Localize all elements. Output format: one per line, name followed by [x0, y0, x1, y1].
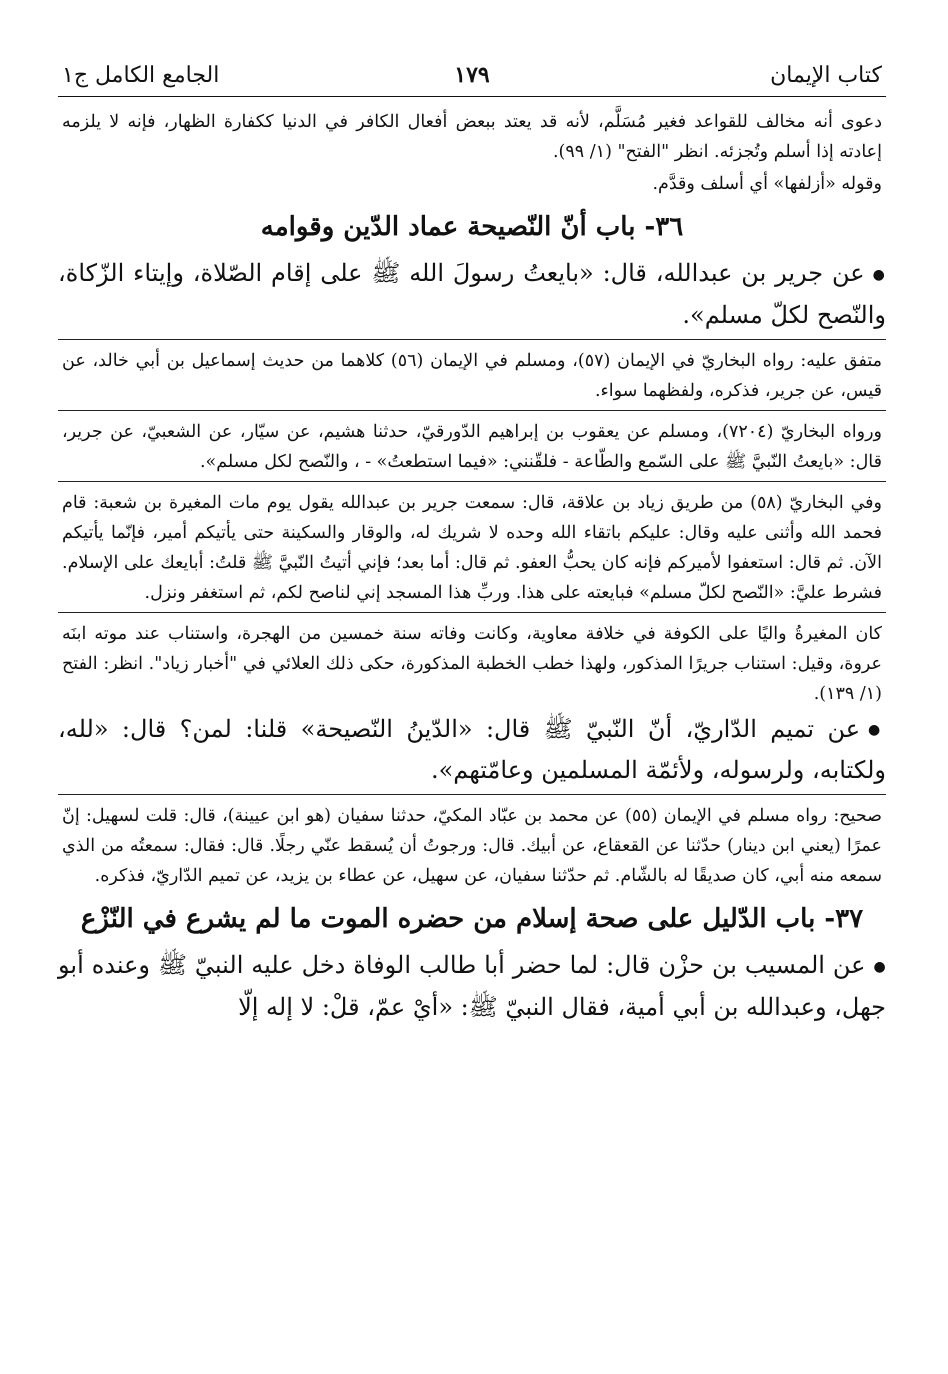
hadith-text	[58, 709, 886, 791]
hadith-body: عن جرير بن عبدالله، قال: «بايعتُ رسولَ الله ﷺ على إقام الصّلاة، وإيتاء الزّكاة، والنّصح لكلّ مسلم».	[58, 259, 886, 329]
note-paragraph: دعوى أنه مخالف للقواعد فغير مُسَلَّم، لأنه قد يعتد ببعض أفعال الكافر في الدنيا ككفارة الظهار، فإنه لا يلزمه إعادته إذا أسلم وتُجزئه. انظر "الفتح" (١/ ٩٩).	[62, 112, 882, 162]
hadith-body: عن تميم الدّاريّ، أنّ النّبيّ ﷺ قال: «الدّينُ النّصيحة» قلنا: لمن؟ قال: «لله، ولكتابه، ولرسوله، ولأئمّة المسلمين وعامّتهم».	[58, 714, 886, 784]
chapter-heading: ٣٦- باب أنّ النّصيحة عماد الدّين وقوامه	[260, 212, 684, 242]
note-paragraph: ورواه البخاريّ (٧٢٠٤)، ومسلم عن يعقوب بن إبراهيم الدّورقيّ، حدثنا هشيم، عن سيّار، عن الشعبيّ، عن جرير، قال: «بايعتُ النّبيَّ ﷺ على السّمع والطّاعة - فلقّنني: «فيما استطعتُ» - ، والنّصح لكل مسلم».	[62, 421, 882, 472]
hadith-text	[58, 945, 886, 1027]
volume-title: الجامع الكامل ج١	[62, 63, 220, 88]
bullet-icon: ●	[873, 958, 886, 975]
page-number: ١٧٩	[454, 62, 490, 88]
bullet-icon: ●	[868, 722, 887, 738]
divider	[58, 410, 886, 411]
note-paragraph: وقوله «أزلفها» أي أسلف وقدَّم.	[652, 174, 882, 194]
note-paragraph: صحيح: رواه مسلم في الإيمان (٥٥) عن محمد بن عبّاد المكيّ، حدثنا سفيان (هو ابن عيينة)، قال: قلت لسهيل: إنّ عمرًا (يعني ابن دينار) حدّثنا عن القعقاع، عن أبيك. قال: ورجوتُ أن يُسقط عنّي رجلًا. قال: فقال: سمعتُه من الذي سمعه منه أبي، كان صديقًا له بالشّام. ثم حدّثنا سفيان، عن سهيل، عن عطاء بن يزيد، عن تميم الدّاريّ، فذكره.	[62, 806, 882, 886]
note-paragraph: كان المغيرةُ واليًا على الكوفة في خلافة معاوية، وكانت وفاته سنة خمسين من الهجرة، واستناب عند موته ابنَه عروة، وقيل: استناب جريرًا المذكور، ولهذا خطب الخطبة المذكورة، حكى ذلك العلائي في "أخبار زياد". انظر: الفتح (١/ ١٣٩).	[62, 623, 882, 704]
book-title: كتاب الإيمان	[770, 63, 882, 88]
note-paragraph: متفق عليه: رواه البخاريّ في الإيمان (٥٧)، ومسلم في الإيمان (٥٦) كلاهما من حديث إسماعيل بن أبي خالد، عن قيس، عن جرير، فذكره، ولفظهما سواء.	[62, 350, 883, 401]
bullet-icon: ●	[872, 266, 887, 283]
note-paragraph: وفي البخاريّ (٥٨) من طريق زياد بن علاقة، قال: سمعت جرير بن عبدالله يقول يوم مات المغيرة بن شعبة: قام فحمد الله وأثنى عليه وقال: عليكم باتقاء الله وحده لا شريك له، والوقار والسكينة حتى يأتيكم أمير، فإنّما يأتيكم الآن. ثم قال: استعفوا لأميركم فإنه كان يحبُّ العفو. ثم قال: أما بعد؛ فإني أتيتُ النّبيَّ ﷺ قلتُ: أبايعك على الإسلام. فشرط عليَّ: «النّصح لكلّ مسلم» فبايعته على هذا. وربِّ هذا المسجد إني لناصح لكم، ثم استغفر ونزل.	[62, 492, 883, 603]
divider	[58, 612, 886, 613]
hadith-body: عن المسيب بن حزْن قال: لما حضر أبا طالب الوفاة دخل عليه النبيّ ﷺ وعنده أبو جهل، وعبدالله بن أبي أمية، فقال النبيّ ﷺ: «أيْ عمّ، قلْ: لا إله إلّا	[58, 951, 886, 1021]
page-content	[58, 97, 886, 1027]
chapter-heading: ٣٧- باب الدّليل على صحة إسلام من حضره الموت ما لم يشرع في النّزْع	[80, 904, 864, 934]
divider	[58, 481, 886, 482]
hadith-text	[58, 253, 886, 335]
divider	[58, 339, 886, 340]
page-header	[58, 52, 886, 97]
divider	[58, 794, 886, 795]
